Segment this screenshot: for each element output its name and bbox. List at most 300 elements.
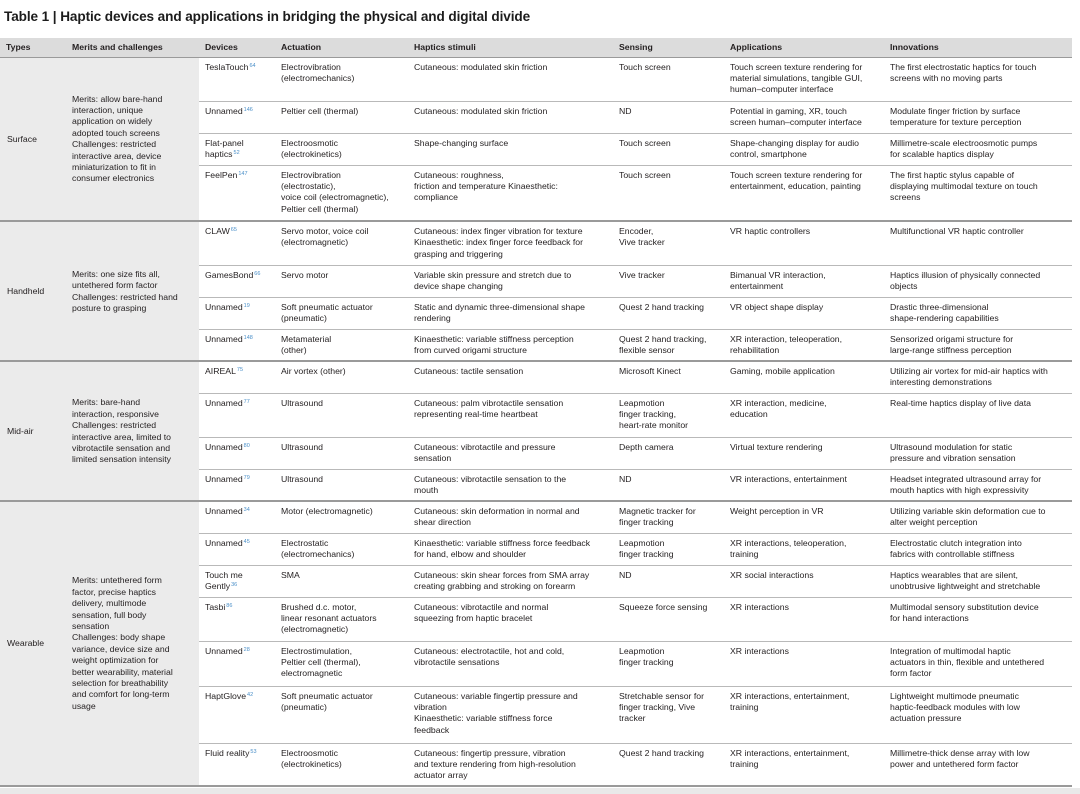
applications-line: training	[730, 701, 759, 712]
actuation-line: Peltier cell (thermal),	[281, 656, 361, 667]
actuation-line: Servo motor, voice coil	[281, 226, 369, 236]
sensing-cell	[613, 686, 724, 743]
device-cell	[199, 533, 275, 565]
innovations-line: Multimodal sensory substitution device	[890, 601, 1039, 612]
sensing-line: Leapmotion	[619, 645, 665, 656]
innovations-line: Real-time haptics display of live data	[890, 397, 1031, 408]
device-cell	[199, 743, 275, 786]
merits-line: Challenges: body shape	[72, 632, 166, 643]
applications-cell	[724, 686, 884, 743]
applications-cell	[724, 165, 884, 221]
stimuli-cell	[408, 57, 613, 101]
sensing-line: ND	[619, 569, 632, 580]
actuation-cell	[275, 265, 408, 297]
device-name-line: AIREAL$^{75}$	[205, 366, 244, 376]
stimuli-line: Cutaneous: roughness,	[414, 169, 504, 180]
sensing-line: finger tracking	[619, 517, 674, 528]
actuation-line: Soft pneumatic actuator	[281, 690, 373, 701]
actuation-line: (pneumatic)	[281, 701, 327, 712]
actuation-cell	[275, 565, 408, 597]
innovations-line: haptic-feedback modules with low	[890, 701, 1020, 712]
reference-number[interactable]: 36	[231, 581, 238, 588]
innovations-line: actuation pressure	[890, 713, 962, 724]
innovations-cell	[884, 133, 1072, 165]
stimuli-cell	[408, 597, 613, 641]
applications-line: Bimanual VR interaction,	[730, 269, 826, 280]
device-cell	[199, 361, 275, 393]
actuation-cell	[275, 641, 408, 686]
merits-line: Challenges: restricted hand	[72, 291, 178, 302]
table-row	[0, 57, 1072, 101]
merits-line: application on widely	[72, 116, 153, 127]
reference-number[interactable]: 42	[247, 691, 254, 698]
applications-line: training	[730, 548, 759, 559]
innovations-cell	[884, 221, 1072, 265]
reference-number[interactable]: 147	[238, 170, 248, 177]
innovations-line: Electrostatic clutch integration into	[890, 537, 1022, 548]
haptic-devices-table	[0, 38, 1072, 787]
actuation-cell	[275, 297, 408, 329]
merits-line: interaction, responsive	[72, 408, 159, 419]
applications-line: XR interaction, teleoperation,	[730, 333, 843, 344]
reference-number[interactable]: 86	[226, 602, 233, 609]
device-cell	[199, 686, 275, 743]
actuation-line: (electromagnetic)	[281, 624, 349, 635]
reference-number[interactable]: 148	[243, 334, 253, 341]
applications-cell	[724, 393, 884, 437]
applications-cell	[724, 469, 884, 501]
stimuli-cell	[408, 641, 613, 686]
applications-line: Weight perception in VR	[730, 506, 824, 516]
stimuli-cell	[408, 565, 613, 597]
sensing-line: flexible sensor	[619, 344, 675, 355]
applications-line: XR interactions	[730, 645, 789, 656]
innovations-cell	[884, 329, 1072, 361]
stimuli-cell	[408, 437, 613, 469]
applications-line: entertainment, education, painting	[730, 180, 861, 191]
stimuli-line: Kinaesthetic: variable stiffness perception	[414, 333, 574, 344]
applications-line: rehabilitation	[730, 344, 780, 355]
applications-cell	[724, 57, 884, 101]
table-title: Table 1 | Haptic devices and applications in bridging the physical and digital divide	[4, 9, 531, 24]
stimuli-cell	[408, 393, 613, 437]
applications-cell	[724, 597, 884, 641]
sensing-cell	[613, 361, 724, 393]
applications-line: material simulations, tangible GUI,	[730, 72, 863, 83]
device-cell	[199, 165, 275, 221]
device-cell	[199, 101, 275, 133]
applications-line: VR object shape display	[730, 301, 824, 312]
device-cell	[199, 641, 275, 686]
reference-number[interactable]: 65	[230, 227, 237, 233]
applications-line: XR social interactions	[730, 569, 814, 580]
device-name-line: haptics$^{52}$	[205, 148, 240, 159]
header-devices: Devices	[199, 38, 275, 57]
type-cell: Surface	[0, 57, 66, 221]
innovations-line: mouth haptics with high expressivity	[890, 484, 1029, 495]
applications-cell	[724, 221, 884, 265]
stimuli-cell	[408, 133, 613, 165]
stimuli-line: Cutaneous: electrotactile, hot and cold,	[414, 645, 565, 656]
applications-line: VR interactions, entertainment	[730, 473, 847, 484]
actuation-cell	[275, 133, 408, 165]
actuation-line: (electromagnetic)	[281, 237, 349, 248]
sensing-line: finger tracking, Vive	[619, 701, 696, 712]
merits-line: interactive area, limited to	[72, 431, 171, 442]
reference-number[interactable]: 19	[243, 302, 250, 309]
stimuli-line: Cutaneous: modulated skin friction	[414, 105, 548, 116]
actuation-cell	[275, 686, 408, 743]
sensing-cell	[613, 101, 724, 133]
applications-line: training	[730, 758, 759, 769]
merits-line: Merits: allow bare-hand	[72, 93, 163, 104]
merits-line: adopted touch screens	[72, 127, 160, 138]
device-name-line: Unnamed$^{77}$	[205, 397, 250, 408]
applications-line: XR interactions, teleoperation,	[730, 537, 847, 548]
innovations-cell	[884, 101, 1072, 133]
applications-line: education	[730, 408, 768, 419]
stimuli-line: vibration	[414, 701, 447, 712]
applications-line: Gaming, mobile application	[730, 366, 835, 376]
actuation-line: Ultrasound	[281, 473, 324, 484]
header-stimuli: Haptics stimuli	[408, 38, 613, 57]
stimuli-cell	[408, 221, 613, 265]
sensing-cell	[613, 57, 724, 101]
reference-number[interactable]: 52	[233, 149, 240, 156]
stimuli-line: Cutaneous: palm vibrotactile sensation	[414, 397, 564, 408]
sensing-cell	[613, 265, 724, 297]
innovations-line: alter weight perception	[890, 517, 978, 528]
stimuli-line: sensation	[414, 452, 452, 463]
stimuli-line: Cutaneous: fingertip pressure, vibration	[414, 747, 566, 758]
innovations-line: temperature for texture perception	[890, 116, 1022, 127]
innovations-cell	[884, 265, 1072, 297]
sensing-line: finger tracking,	[619, 408, 676, 419]
table-body	[0, 57, 1072, 786]
innovations-line: interesting demonstrations	[890, 377, 992, 388]
stimuli-line: compliance	[414, 192, 458, 203]
stimuli-line: Cutaneous: vibrotactile and normal	[414, 601, 549, 612]
applications-line: Potential in gaming, XR, touch	[730, 105, 847, 116]
sensing-line: Stretchable sensor for	[619, 690, 704, 701]
merits-line: factor, precise haptics	[72, 586, 157, 597]
innovations-line: for hand interactions	[890, 612, 969, 623]
stimuli-cell	[408, 533, 613, 565]
actuation-line: Air vortex (other)	[281, 366, 346, 376]
innovations-cell	[884, 565, 1072, 597]
sensing-line: Squeeze force sensing	[619, 601, 708, 612]
stimuli-line: Cutaneous: skin shear forces from SMA array	[414, 569, 590, 580]
sensing-cell	[613, 501, 724, 533]
innovations-cell	[884, 641, 1072, 686]
merits-line: consumer electronics	[72, 173, 155, 184]
sensing-line: Leapmotion	[619, 537, 665, 548]
sensing-line: Encoder,	[619, 226, 654, 236]
innovations-line: for scalable haptics display	[890, 148, 994, 159]
stimuli-line: shear direction	[414, 517, 471, 528]
innovations-line: Utilizing air vortex for mid-air haptics with	[890, 366, 1048, 376]
applications-cell	[724, 361, 884, 393]
sensing-cell	[613, 565, 724, 597]
merits-line: selection for breathability	[72, 678, 169, 689]
sensing-line: heart-rate monitor	[619, 420, 689, 431]
device-cell	[199, 329, 275, 361]
device-name-line: Unnamed$^{80}$	[205, 441, 250, 452]
merits-line: Challenges: restricted	[72, 139, 157, 150]
merits-cell	[66, 361, 199, 501]
innovations-cell	[884, 297, 1072, 329]
sensing-cell	[613, 329, 724, 361]
stimuli-line: representing real-time heartbeat	[414, 408, 538, 419]
applications-line: screen human–computer interface	[730, 116, 862, 127]
innovations-line: fabrics with controllable stiffness	[890, 548, 1015, 559]
sensing-line: Vive tracker	[619, 237, 665, 248]
merits-line: untethered form factor	[72, 280, 158, 291]
stimuli-line: Static and dynamic three-dimensional shape	[414, 301, 585, 312]
innovations-line: displaying multimodal texture on touch	[890, 180, 1038, 191]
applications-line: Touch screen texture rendering for	[730, 169, 863, 180]
innovations-line: The first electrostatic haptics for touch	[890, 61, 1037, 72]
stimuli-cell	[408, 297, 613, 329]
merits-line: Merits: bare-hand	[72, 397, 141, 408]
actuation-cell	[275, 361, 408, 393]
applications-cell	[724, 501, 884, 533]
sensing-line: Touch screen	[619, 61, 671, 72]
device-name-line: Gently$^{36}$	[205, 580, 238, 591]
merits-line: delivery, multimode	[72, 598, 147, 609]
innovations-line: form factor	[890, 668, 932, 679]
applications-cell	[724, 533, 884, 565]
device-cell	[199, 265, 275, 297]
sensing-line: Microsoft Kinect	[619, 366, 681, 376]
innovations-line: Millimetre-scale electroosmotic pumps	[890, 137, 1038, 148]
device-name-line: Unnamed$^{148}$	[205, 333, 253, 344]
device-name-line: Unnamed$^{45}$	[205, 537, 250, 548]
reference-number[interactable]: 75	[236, 367, 244, 373]
actuation-cell	[275, 533, 408, 565]
stimuli-line: Kinaesthetic: variable stiffness force feedback	[414, 537, 591, 548]
device-name-line: CLAW$^{65}$	[205, 226, 237, 236]
reference-number[interactable]: 34	[243, 507, 250, 513]
device-cell	[199, 469, 275, 501]
applications-line: human–computer interface	[730, 84, 834, 95]
innovations-cell	[884, 165, 1072, 221]
actuation-line: Motor (electromagnetic)	[281, 506, 373, 516]
actuation-line: Electroosmotic	[281, 747, 338, 758]
innovations-line: unobtrusive lightweight and stretchable	[890, 580, 1041, 591]
actuation-line: Electrostatic	[281, 537, 329, 548]
table-header	[0, 38, 1072, 57]
stimuli-cell	[408, 165, 613, 221]
applications-line: XR interactions	[730, 601, 789, 612]
innovations-line: Utilizing variable skin deformation cue to	[890, 506, 1046, 516]
sensing-cell	[613, 297, 724, 329]
actuation-cell	[275, 101, 408, 133]
actuation-line: (electromechanics)	[281, 548, 355, 559]
actuation-line: (electrokinetics)	[281, 758, 342, 769]
actuation-line: Ultrasound	[281, 397, 324, 408]
header-sensing: Sensing	[613, 38, 724, 57]
stimuli-line: feedback	[414, 724, 450, 735]
merits-line: sensation	[72, 621, 110, 632]
applications-cell	[724, 743, 884, 786]
merits-line: Challenges: restricted	[72, 420, 157, 431]
sensing-line: Depth camera	[619, 441, 674, 452]
table-row	[0, 361, 1072, 393]
innovations-cell	[884, 469, 1072, 501]
device-name-line: Fluid reality$^{53}$	[205, 747, 257, 758]
innovations-cell	[884, 501, 1072, 533]
device-name-line: Unnamed$^{146}$	[205, 105, 253, 116]
device-name-line: Unnamed$^{19}$	[205, 301, 250, 312]
sensing-cell	[613, 393, 724, 437]
stimuli-line: squeezing from haptic bracelet	[414, 612, 533, 623]
stimuli-line: Cutaneous: modulated skin friction	[414, 61, 548, 72]
merits-cell	[66, 221, 199, 361]
merits-line: better wearability, material	[72, 666, 173, 677]
sensing-line: Touch screen	[619, 137, 671, 148]
reference-number[interactable]: 146	[243, 106, 253, 113]
innovations-line: Lightweight multimode pneumatic	[890, 690, 1019, 701]
stimuli-cell	[408, 686, 613, 743]
device-name-line: Unnamed$^{28}$	[205, 645, 250, 656]
innovations-line: actuators in thin, flexible and untethered	[890, 656, 1045, 667]
actuation-line: Soft pneumatic actuator	[281, 301, 373, 312]
device-cell	[199, 297, 275, 329]
innovations-cell	[884, 57, 1072, 101]
reference-number[interactable]: 80	[243, 442, 250, 449]
type-cell: Mid-air	[0, 361, 66, 501]
reference-number[interactable]: 66	[254, 270, 261, 277]
stimuli-line: grasping and triggering	[414, 248, 503, 259]
device-cell	[199, 565, 275, 597]
applications-line: entertainment	[730, 280, 784, 291]
innovations-line: screens with no moving parts	[890, 72, 1003, 83]
actuation-cell	[275, 393, 408, 437]
innovations-line: pressure and vibration sensation	[890, 452, 1016, 463]
reference-number[interactable]: 53	[250, 748, 257, 755]
merits-line: Merits: one size fits all,	[72, 268, 160, 279]
innovations-line: screens	[890, 192, 921, 203]
header-types: Types	[0, 38, 66, 57]
innovations-line: power and untethered form factor	[890, 758, 1019, 769]
innovations-line: objects	[890, 280, 918, 291]
actuation-line: Ultrasound	[281, 441, 324, 452]
innovations-line: Sensorized origami structure for	[890, 333, 1014, 344]
applications-line: Shape-changing display for audio	[730, 137, 859, 148]
stimuli-cell	[408, 265, 613, 297]
innovations-line: Ultrasound modulation for static	[890, 441, 1013, 452]
innovations-line: Multifunctional VR haptic controller	[890, 226, 1024, 236]
table-row	[0, 221, 1072, 265]
sensing-cell	[613, 597, 724, 641]
actuation-line: Brushed d.c. motor,	[281, 601, 357, 612]
type-cell: Handheld	[0, 221, 66, 361]
stimuli-line: Kinaesthetic: variable stiffness force	[414, 713, 553, 724]
device-name-line: Unnamed$^{34}$	[205, 506, 250, 516]
actuation-cell	[275, 597, 408, 641]
reference-number[interactable]: 45	[243, 538, 250, 545]
actuation-cell	[275, 469, 408, 501]
merits-line: variance, device size and	[72, 643, 170, 654]
merits-cell	[66, 501, 199, 786]
applications-line: Touch screen texture rendering for	[730, 61, 863, 72]
actuation-line: (electrostatic),	[281, 180, 336, 191]
actuation-line: (other)	[281, 344, 307, 355]
sensing-line: Vive tracker	[619, 269, 665, 280]
stimuli-line: vibrotactile sensations	[414, 656, 500, 667]
applications-cell	[724, 265, 884, 297]
stimuli-cell	[408, 329, 613, 361]
innovations-cell	[884, 533, 1072, 565]
innovations-line: Modulate finger friction by surface	[890, 105, 1021, 116]
stimuli-line: Cutaneous: variable fingertip pressure and	[414, 690, 578, 701]
sensing-line: Magnetic tracker for	[619, 506, 696, 516]
innovations-line: large-range stiffness perception	[890, 344, 1012, 355]
reference-number[interactable]: 28	[243, 646, 250, 653]
stimuli-line: Shape-changing surface	[414, 137, 509, 148]
sensing-cell	[613, 165, 724, 221]
applications-cell	[724, 329, 884, 361]
applications-cell	[724, 101, 884, 133]
stimuli-line: Kinaesthetic: index finger force feedback for	[414, 237, 584, 248]
device-name-line: Flat-panel	[205, 137, 244, 148]
sensing-cell	[613, 641, 724, 686]
device-name-line: Touch me	[205, 569, 243, 580]
applications-cell	[724, 641, 884, 686]
device-name-line: TeslaTouch$^{64}$	[205, 61, 256, 72]
actuation-cell	[275, 221, 408, 265]
header-innovations: Innovations	[884, 38, 1072, 57]
device-cell	[199, 221, 275, 265]
stimuli-line: Cutaneous: skin deformation in normal and	[414, 506, 580, 516]
stimuli-line: Cutaneous: vibrotactile sensation to the	[414, 473, 567, 484]
stimuli-cell	[408, 361, 613, 393]
innovations-line: Haptics wearables that are silent,	[890, 569, 1018, 580]
stimuli-line: creating grabbing and stroking on forearm	[414, 580, 576, 591]
applications-cell	[724, 297, 884, 329]
innovations-line: The first haptic stylus capable of	[890, 169, 1015, 180]
stimuli-line: friction and temperature Kinaesthetic:	[414, 180, 558, 191]
stimuli-line: actuator array	[414, 770, 468, 781]
applications-line: XR interactions, entertainment,	[730, 690, 850, 701]
stimuli-line: Variable skin pressure and stretch due to	[414, 269, 572, 280]
device-cell	[199, 597, 275, 641]
actuation-line: Electrostimulation,	[281, 645, 352, 656]
innovations-cell	[884, 361, 1072, 393]
merits-line: interaction, unique	[72, 105, 143, 116]
device-cell	[199, 501, 275, 533]
merits-cell	[66, 57, 199, 221]
device-cell	[199, 437, 275, 469]
stimuli-cell	[408, 101, 613, 133]
applications-line: XR interaction, medicine,	[730, 397, 827, 408]
actuation-line: Electrovibration	[281, 169, 341, 180]
reference-number[interactable]: 79	[243, 474, 250, 481]
reference-number[interactable]: 64	[249, 62, 256, 69]
sensing-cell	[613, 133, 724, 165]
merits-line: usage	[72, 700, 96, 711]
actuation-line: electromagnetic	[281, 668, 343, 679]
actuation-line: (electromechanics)	[281, 72, 355, 83]
actuation-line: voice coil (electromagnetic),	[281, 192, 389, 203]
merits-line: interactive area, device	[72, 150, 162, 161]
reference-number[interactable]: 77	[243, 398, 250, 405]
actuation-line: Servo motor	[281, 269, 329, 280]
page-bottom-bar	[0, 788, 1080, 794]
applications-line: Virtual texture rendering	[730, 441, 823, 452]
stimuli-line: Cutaneous: tactile sensation	[414, 366, 524, 376]
